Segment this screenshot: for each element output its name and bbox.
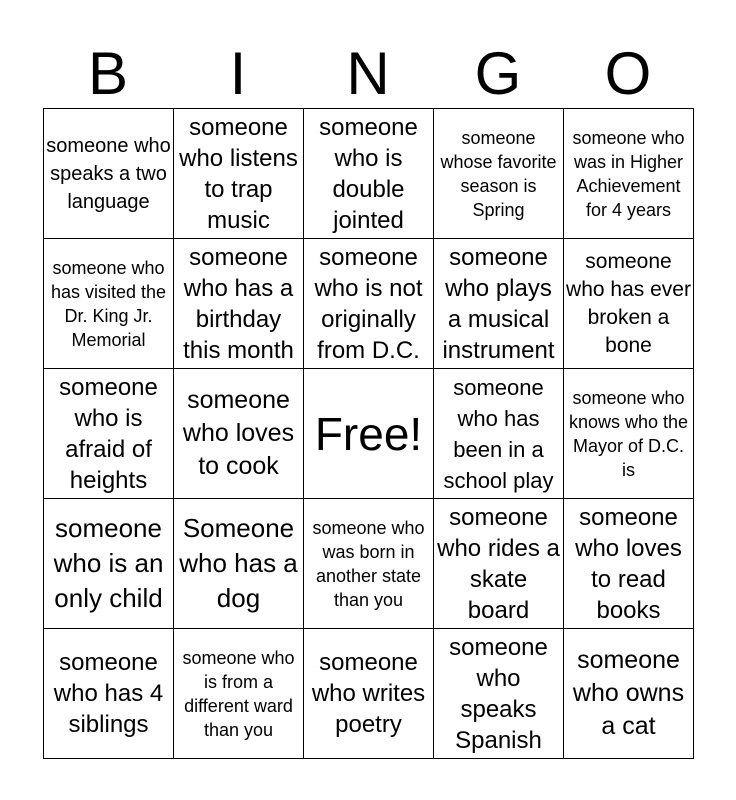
bingo-cell xyxy=(43,628,174,759)
bingo-cell xyxy=(563,238,694,369)
header-letter-b: B xyxy=(87,40,129,107)
bingo-cell xyxy=(433,368,564,499)
free-space-text: Free! xyxy=(314,407,423,460)
cell-text: someone who loves to read books xyxy=(575,503,682,624)
header-letter-i: I xyxy=(229,40,247,107)
bingo-cell xyxy=(173,368,304,499)
bingo-cell xyxy=(433,108,564,239)
bingo-cell xyxy=(173,498,304,629)
bingo-cell xyxy=(563,368,694,499)
cell-text: Someone who has a dog xyxy=(179,513,298,613)
header-letter-g: G xyxy=(474,40,522,107)
bingo-cell xyxy=(433,238,564,369)
bingo-cell xyxy=(303,498,434,629)
cell-text: someone who knows who the Mayor of D.C. is xyxy=(568,387,689,480)
bingo-cell xyxy=(563,108,694,239)
bingo-cell xyxy=(563,498,694,629)
bingo-cell xyxy=(303,108,434,239)
cell-text: someone who has been in a school play xyxy=(443,374,554,493)
cell-text: someone who is not originally from D.C. xyxy=(314,243,423,364)
bingo-cell xyxy=(173,238,304,369)
cell-text: someone who is an only child xyxy=(53,513,164,613)
bingo-cell xyxy=(433,628,564,759)
header-letter-o: O xyxy=(604,40,652,107)
cell-text: someone who plays a musical instrument xyxy=(442,243,555,364)
header-letter-n: N xyxy=(346,40,390,107)
cell-text: someone who rides a skate board xyxy=(437,503,560,624)
bingo-cell xyxy=(563,628,694,759)
cell-text: someone who has 4 siblings xyxy=(53,649,164,738)
cell-text: someone who has ever broken a bone xyxy=(566,249,691,357)
bingo-cell xyxy=(43,368,174,499)
cell-text: someone who speaks a two language xyxy=(46,134,171,213)
cell-text: someone who was born in another state than you xyxy=(312,517,425,610)
cell-text: someone who loves to cook xyxy=(182,386,295,480)
cell-text: someone who is afraid of heights xyxy=(59,373,158,494)
cell-text: someone who is double jointed xyxy=(319,113,418,234)
cell-text: someone who is from a different ward than you xyxy=(182,647,295,740)
bingo-cell xyxy=(303,238,434,369)
free-space-cell xyxy=(303,368,434,499)
bingo-cell xyxy=(303,628,434,759)
bingo-cell xyxy=(43,238,174,369)
cell-text: someone whose favorite season is Spring xyxy=(440,127,557,220)
bingo-cell xyxy=(433,498,564,629)
bingo-grid xyxy=(43,108,693,758)
bingo-cell xyxy=(43,498,174,629)
cell-text: someone who was in Higher Achievement for 4 years xyxy=(572,127,685,220)
bingo-cell xyxy=(173,628,304,759)
cell-text: someone who owns a cat xyxy=(572,646,685,740)
bingo-cell xyxy=(173,108,304,239)
bingo-header xyxy=(43,40,693,108)
cell-text: someone who has a birthday this month xyxy=(183,243,294,364)
bingo-cell xyxy=(43,108,174,239)
cell-text: someone who listens to trap music xyxy=(179,113,298,234)
cell-text: someone who writes poetry xyxy=(311,649,426,738)
cell-text: someone who has visited the Dr. King Jr. Memorial xyxy=(50,257,167,350)
cell-text: someone who speaks Spanish xyxy=(449,633,548,754)
